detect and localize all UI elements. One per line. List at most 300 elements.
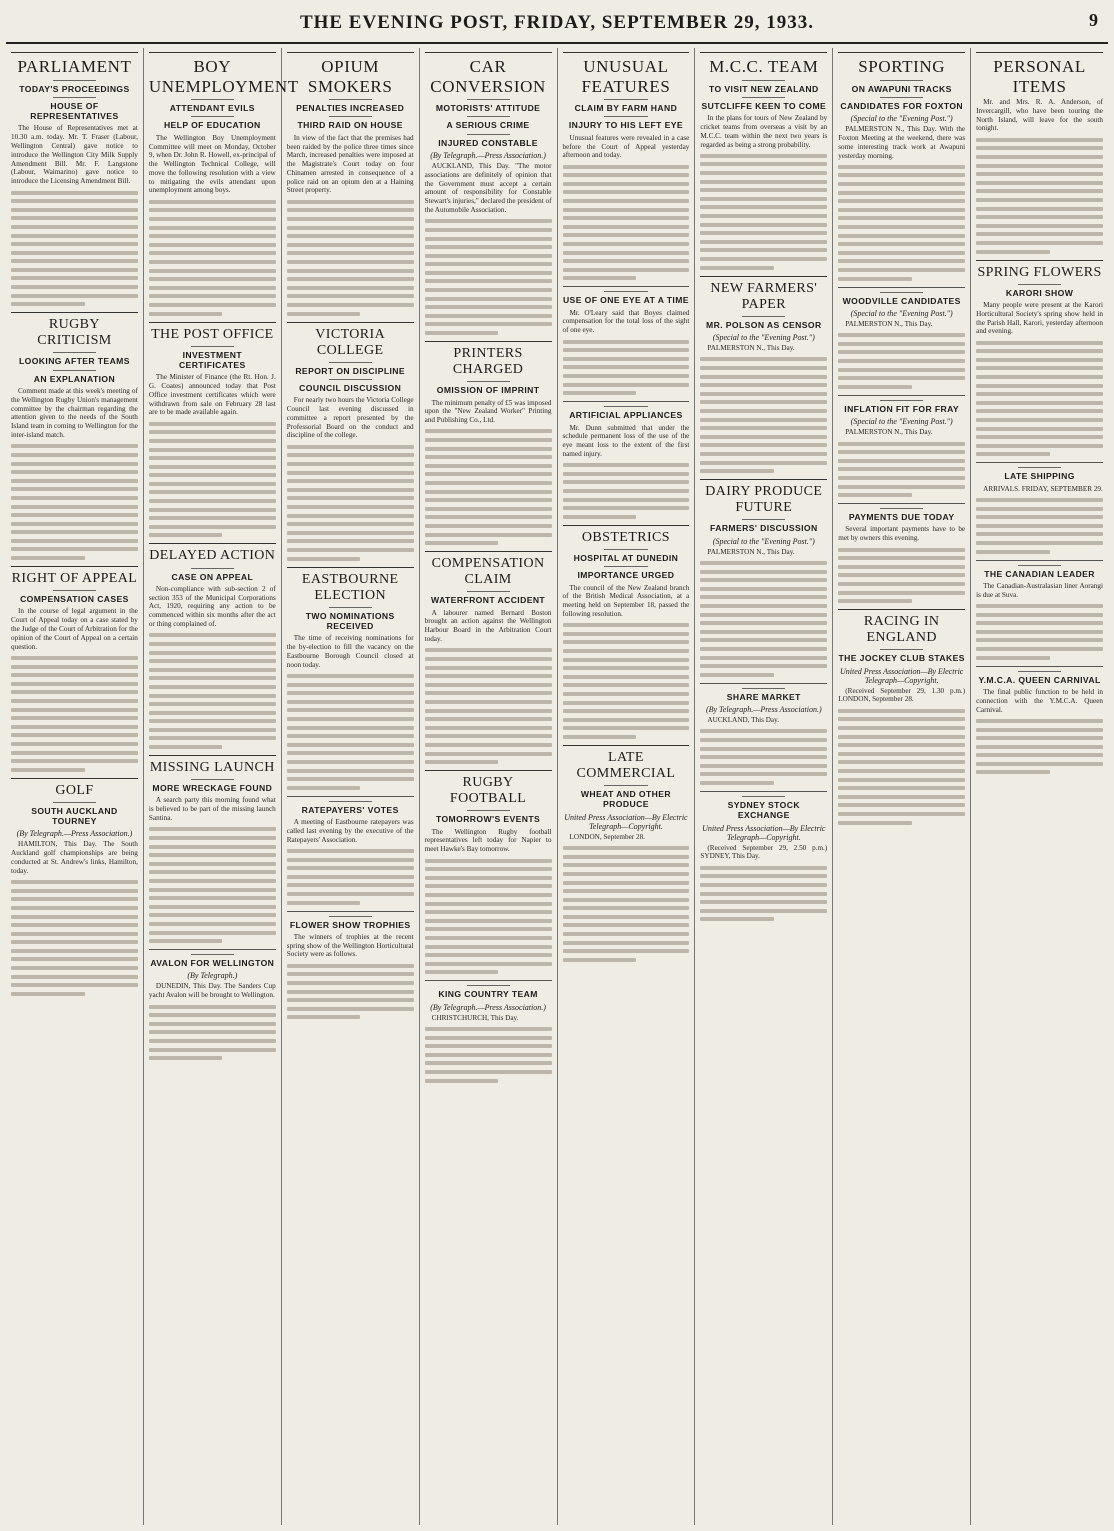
column-rule	[563, 745, 690, 746]
article-headline: COMPENSATION CLAIM	[431, 556, 545, 588]
text-line-placeholder	[287, 1007, 414, 1011]
column-rule	[287, 796, 414, 797]
text-line-placeholder	[425, 464, 552, 468]
article	[563, 401, 690, 519]
article-subheadline: ARTIFICIAL APPLIANCES	[569, 410, 683, 421]
article-body: The Canadian-Australasian liner Aorangi is due at Suva.	[976, 581, 1103, 599]
text-line-placeholder	[11, 949, 138, 953]
text-line-placeholder	[149, 243, 276, 247]
text-line-placeholder	[149, 853, 276, 857]
text-line-placeholder	[700, 162, 827, 166]
text-line-placeholder	[700, 426, 827, 430]
text-line-placeholder	[838, 234, 965, 238]
text-line-placeholder	[425, 262, 552, 266]
article-body: LONDON, September 28.	[569, 832, 645, 841]
text-line-placeholder	[563, 675, 690, 679]
text-line-placeholder	[838, 242, 965, 246]
text-line-placeholder	[976, 207, 1103, 211]
article-body: PALMERSTON N., This Day.	[707, 547, 795, 556]
text-line-placeholder	[149, 879, 276, 883]
text-line-placeholder	[287, 251, 414, 255]
article-headline: PARLIAMENT	[17, 57, 132, 76]
text-line-placeholder	[149, 659, 276, 663]
text-line-placeholder	[838, 442, 965, 446]
article-subheadline: USE OF ONE EYE AT A TIME	[562, 295, 689, 306]
text-line-placeholder	[976, 155, 1103, 159]
article-body: The House of Representatives met at 10.30 a.m. today. Mr. T. Fraser (Labour, Wellington Central) gave notice to introduce the Wellington City Milk Supply Amendment Bill. Mr. F. Langstone (Labour, Waimarino) gave notice to introduce the Licensing Amendment Bill.	[11, 124, 138, 186]
text-line-placeholder	[700, 188, 827, 192]
text-line-placeholder	[425, 743, 552, 747]
column-rule	[976, 52, 1103, 53]
text-line-placeholder	[838, 333, 965, 337]
text-line-placeholder	[11, 880, 138, 884]
text-line-placeholder	[287, 708, 414, 712]
text-line-placeholder	[976, 189, 1103, 193]
article	[976, 52, 1103, 254]
article	[11, 778, 138, 996]
text-line-placeholder	[838, 599, 912, 603]
text-line-placeholder	[425, 927, 552, 931]
text-line-placeholder	[287, 462, 414, 466]
text-line-placeholder	[11, 665, 138, 669]
text-line-placeholder	[700, 747, 827, 751]
text-line-placeholder	[425, 876, 552, 880]
text-line-placeholder	[287, 743, 414, 747]
text-line-placeholder	[287, 277, 414, 281]
text-line-placeholder	[287, 217, 414, 221]
article-body: HAMILTON, This Day. The South Auckland golf championships are being conducted at St. Andrew's links, Hamilton, today.	[11, 840, 138, 875]
text-line-placeholder	[838, 342, 965, 346]
text-line-placeholder	[11, 513, 138, 517]
text-line-placeholder	[149, 482, 276, 486]
text-line-placeholder	[287, 303, 414, 307]
text-line-placeholder	[149, 465, 276, 469]
text-line-placeholder	[149, 888, 276, 892]
text-line-placeholder	[149, 516, 276, 520]
text-line-placeholder	[563, 242, 690, 246]
text-line-placeholder	[11, 699, 138, 703]
article-headline: RUGBY CRITICISM	[37, 317, 112, 349]
headline-divider	[742, 688, 785, 689]
text-line-placeholder	[838, 173, 965, 177]
text-line-placeholder	[838, 268, 965, 272]
text-line-placeholder	[149, 294, 276, 298]
article	[976, 560, 1103, 660]
text-line-placeholder	[976, 770, 1050, 774]
article	[11, 52, 138, 306]
text-line-placeholder	[287, 479, 414, 483]
text-line-placeholder	[838, 565, 965, 569]
article	[976, 462, 1103, 553]
text-line-placeholder	[563, 958, 637, 962]
article	[838, 503, 965, 603]
text-line-placeholder	[287, 990, 414, 994]
text-line-placeholder	[976, 647, 1103, 651]
text-line-placeholder	[425, 472, 552, 476]
article-subheadline: CLAIM BY FARM HAND	[574, 103, 678, 114]
text-line-placeholder	[11, 259, 138, 263]
column-2	[144, 48, 299, 1525]
article-subheadline: Y.M.C.A. QUEEN CARNIVAL	[978, 674, 1101, 685]
text-line-placeholder	[287, 496, 414, 500]
headline-divider	[191, 568, 234, 569]
article-subheadline: KING COUNTRY TEAM	[438, 989, 538, 1000]
text-line-placeholder	[563, 357, 690, 361]
text-line-placeholder	[287, 505, 414, 509]
text-line-placeholder	[149, 1030, 276, 1034]
text-line-placeholder	[700, 366, 827, 370]
article-credit: United Press Association—By Electric Telegraph—Copyright.	[840, 666, 964, 685]
text-line-placeholder	[838, 259, 965, 263]
column-rule	[838, 609, 965, 610]
article-body: (Received September 29, 1.30 p.m.) LONDON, September 28.	[838, 686, 966, 704]
text-line-placeholder	[149, 499, 276, 503]
headline-divider	[467, 810, 510, 811]
column-rule	[700, 52, 827, 53]
article-subheadline: SHARE MARKET	[726, 691, 801, 702]
article	[700, 791, 827, 921]
headline-divider	[329, 801, 372, 802]
text-line-placeholder	[976, 224, 1103, 228]
text-line-placeholder	[700, 892, 827, 896]
text-line-placeholder	[976, 524, 1103, 528]
article-subheadline: TOMORROW'S EVENTS	[435, 814, 541, 825]
text-line-placeholder	[563, 640, 690, 644]
article-subheadline: THE CANADIAN LEADER	[984, 568, 1095, 579]
article-subheadline: TODAY'S PROCEEDINGS	[19, 83, 130, 94]
text-line-placeholder	[976, 613, 1103, 617]
article-body: PALMERSTON N., This Day.	[845, 428, 933, 437]
article	[11, 566, 138, 772]
article-body: The Minister of Finance (the Rt. Hon. J. G. Coates) announced today that Post Office investment certificates which were withdrawn from sale on February 28 last are to be made available again.	[148, 373, 276, 417]
text-line-placeholder	[976, 541, 1103, 545]
article-body: The minimum penalty of £5 was imposed upon the "New Zealand Worker" Printing and Publishing Co., Ltd.	[424, 398, 552, 425]
text-line-placeholder	[287, 522, 414, 526]
text-line-placeholder	[149, 836, 276, 840]
article-body: For nearly two hours the Victoria College Council last evening discussed in committee a report presented by the Professorial Board on the conduct and discipline of the college.	[286, 396, 414, 440]
column-rule	[976, 560, 1103, 561]
text-line-placeholder	[11, 932, 138, 936]
text-line-placeholder	[425, 884, 552, 888]
text-line-placeholder	[287, 786, 361, 790]
article	[425, 341, 552, 545]
text-line-placeholder	[563, 855, 690, 859]
text-line-placeholder	[700, 570, 827, 574]
article	[563, 286, 690, 395]
text-line-placeholder	[976, 515, 1103, 519]
headline-divider	[1018, 565, 1061, 566]
text-line-placeholder	[976, 736, 1103, 740]
text-line-placeholder	[838, 803, 965, 807]
article-subheadline: CANDIDATES FOR FOXTON	[840, 100, 964, 111]
text-line-placeholder	[838, 778, 965, 782]
text-line-placeholder	[149, 1005, 276, 1009]
column-rule	[149, 949, 276, 950]
text-line-placeholder	[149, 439, 276, 443]
text-line-placeholder	[976, 656, 1050, 660]
text-line-placeholder	[563, 233, 690, 237]
text-line-placeholder	[425, 945, 552, 949]
text-line-placeholder	[287, 548, 414, 552]
article-credit: (Special to the "Evening Post.")	[712, 536, 815, 546]
text-line-placeholder	[838, 208, 965, 212]
text-line-placeholder	[11, 268, 138, 272]
text-line-placeholder	[700, 257, 827, 261]
text-line-placeholder	[700, 266, 774, 270]
text-line-placeholder	[287, 488, 414, 492]
text-line-placeholder	[149, 939, 223, 943]
article-subheadline: TO VISIT NEW ZEALAND	[709, 83, 819, 94]
text-line-placeholder	[11, 897, 138, 901]
headline-divider	[53, 802, 96, 803]
text-line-placeholder	[976, 532, 1103, 536]
text-line-placeholder	[700, 214, 827, 218]
headline-divider	[604, 785, 647, 786]
text-line-placeholder	[976, 198, 1103, 202]
article	[287, 796, 414, 905]
headline-divider	[329, 379, 372, 380]
column-rule	[563, 525, 690, 526]
text-line-placeholder	[149, 922, 276, 926]
text-line-placeholder	[563, 872, 690, 876]
text-line-placeholder	[425, 962, 552, 966]
column-rule	[563, 52, 690, 53]
text-line-placeholder	[976, 728, 1103, 732]
text-line-placeholder	[976, 172, 1103, 176]
text-line-placeholder	[976, 164, 1103, 168]
article-credit: (Special to the "Evening Post.")	[850, 417, 953, 427]
text-line-placeholder	[149, 448, 276, 452]
text-line-placeholder	[563, 489, 690, 493]
text-line-placeholder	[425, 859, 552, 863]
article-headline: OPIUM SMOKERS	[307, 57, 393, 96]
article-subheadline: SYDNEY STOCK EXCHANGE	[727, 800, 800, 821]
text-line-placeholder	[11, 742, 138, 746]
text-line-placeholder	[563, 348, 690, 352]
text-line-placeholder	[563, 208, 690, 212]
text-line-placeholder	[563, 463, 690, 467]
article-body: A labourer named Bernard Boston brought an action against the Wellington Harbour Board in the Arbitration Court today.	[424, 608, 552, 644]
text-line-placeholder	[425, 515, 552, 519]
article	[563, 52, 690, 280]
article-headline: SPORTING	[858, 57, 946, 76]
text-line-placeholder	[11, 242, 138, 246]
text-line-placeholder	[700, 392, 827, 396]
headline-divider	[1018, 671, 1061, 672]
text-line-placeholder	[287, 849, 414, 853]
column-rule	[425, 980, 552, 981]
text-line-placeholder	[149, 736, 276, 740]
text-line-placeholder	[838, 795, 965, 799]
headline-divider	[329, 607, 372, 608]
article	[287, 567, 414, 790]
text-line-placeholder	[563, 683, 690, 687]
text-line-placeholder	[563, 932, 690, 936]
text-line-placeholder	[149, 728, 276, 732]
text-line-placeholder	[287, 200, 414, 204]
column-rule	[425, 52, 552, 53]
article	[287, 322, 414, 561]
article-body: PALMERSTON N., This Day. With the Foxton Meeting at the weekend, there was some interesting track work at Awapuni yesterday morning.	[838, 125, 966, 160]
text-line-placeholder	[287, 998, 414, 1002]
article	[563, 525, 690, 739]
text-line-placeholder	[563, 718, 690, 722]
text-line-placeholder	[838, 760, 965, 764]
headline-divider	[467, 591, 510, 592]
text-line-placeholder	[700, 383, 827, 387]
article-headline: LATE COMMERCIAL	[576, 749, 676, 782]
text-line-placeholder	[11, 496, 138, 500]
text-line-placeholder	[563, 649, 690, 653]
article	[976, 260, 1103, 457]
text-line-placeholder	[287, 243, 414, 247]
headline-divider	[329, 362, 372, 363]
article-body: PALMERSTON N., This Day.	[707, 344, 795, 353]
text-line-placeholder	[700, 180, 827, 184]
text-line-placeholder	[838, 277, 912, 281]
column-rule	[11, 312, 138, 313]
headline-divider	[604, 116, 647, 117]
article	[700, 52, 827, 270]
text-line-placeholder	[11, 768, 85, 772]
article-subheadline: AVALON FOR WELLINGTON	[150, 958, 275, 969]
article-subheadline: ON AWAPUNI TRACKS	[851, 83, 952, 94]
text-line-placeholder	[563, 881, 690, 885]
text-line-placeholder	[700, 874, 827, 878]
text-line-placeholder	[425, 498, 552, 502]
article-credit: (Special to the "Evening Post.")	[850, 114, 953, 124]
text-line-placeholder	[700, 866, 827, 870]
text-line-placeholder	[563, 216, 690, 220]
article-subheadline: INJURY TO HIS LEFT EYE	[568, 120, 684, 131]
text-line-placeholder	[149, 490, 276, 494]
text-line-placeholder	[11, 522, 138, 526]
text-line-placeholder	[425, 447, 552, 451]
text-line-placeholder	[11, 708, 138, 712]
text-line-placeholder	[838, 467, 965, 471]
text-line-placeholder	[563, 182, 690, 186]
text-line-placeholder	[11, 673, 138, 677]
article-credit: (Special to the "Evening Post.")	[712, 333, 815, 343]
article-subheadline: A SERIOUS CRIME	[446, 120, 530, 131]
article-body: A meeting of Eastbourne ratepayers was called last evening by the executive of the Ratepayers' Association.	[286, 818, 414, 844]
article-subheadline: INVESTMENT CERTIFICATES	[178, 349, 246, 370]
text-line-placeholder	[425, 1053, 552, 1057]
article-body: A search party this morning found what is believed to be part of the missing launch Santina.	[148, 796, 276, 823]
text-line-placeholder	[425, 288, 552, 292]
headline-divider	[1018, 284, 1061, 285]
column-rule	[838, 287, 965, 288]
article-subheadline: IMPORTANCE URGED	[577, 570, 675, 581]
column-8	[971, 48, 1108, 1525]
text-line-placeholder	[976, 250, 1050, 254]
text-line-placeholder	[287, 514, 414, 518]
headline-divider	[604, 99, 647, 100]
article-body: Non-compliance with sub-section 2 of section 353 of the Municipal Corporations Act, 1920, requiring any action to be commenced within six months after the act or thing complained of.	[148, 584, 276, 628]
text-line-placeholder	[287, 674, 414, 678]
text-line-placeholder	[976, 349, 1103, 353]
text-line-placeholder	[838, 385, 912, 389]
text-line-placeholder	[976, 418, 1103, 422]
article-subheadline: TWO NOMINATIONS RECEIVED	[305, 610, 395, 632]
text-line-placeholder	[976, 507, 1103, 511]
text-line-placeholder	[287, 964, 414, 968]
article	[149, 322, 276, 538]
text-line-placeholder	[563, 889, 690, 893]
text-line-placeholder	[700, 357, 827, 361]
text-line-placeholder	[11, 453, 138, 457]
column-rule	[287, 322, 414, 323]
text-line-placeholder	[425, 1036, 552, 1040]
headline-divider	[880, 80, 923, 81]
text-line-placeholder	[11, 234, 138, 238]
text-line-placeholder	[425, 490, 552, 494]
text-line-placeholder	[149, 251, 276, 255]
text-line-placeholder	[700, 729, 827, 733]
text-line-placeholder	[11, 199, 138, 203]
text-line-placeholder	[700, 231, 827, 235]
text-line-placeholder	[700, 738, 827, 742]
text-line-placeholder	[700, 197, 827, 201]
text-line-placeholder	[11, 957, 138, 961]
text-line-placeholder	[425, 322, 552, 326]
text-line-placeholder	[700, 452, 827, 456]
text-line-placeholder	[700, 461, 827, 465]
article-headline: DELAYED ACTION	[149, 548, 276, 564]
text-line-placeholder	[149, 651, 276, 655]
text-line-placeholder	[287, 294, 414, 298]
text-line-placeholder	[976, 638, 1103, 642]
article	[838, 287, 965, 389]
text-line-placeholder	[976, 358, 1103, 362]
text-line-placeholder	[700, 171, 827, 175]
column-rule	[838, 395, 965, 396]
article	[425, 551, 552, 764]
article-body: (Received September 29, 2.50 p.m.) SYDNEY, This Day.	[700, 843, 828, 861]
text-line-placeholder	[287, 892, 414, 896]
text-line-placeholder	[838, 582, 965, 586]
headline-divider	[191, 346, 234, 347]
headline-divider	[880, 649, 923, 650]
text-line-placeholder	[838, 717, 965, 721]
text-line-placeholder	[11, 487, 138, 491]
text-line-placeholder	[149, 913, 276, 917]
column-rule	[976, 666, 1103, 667]
text-line-placeholder	[425, 683, 552, 687]
text-line-placeholder	[838, 182, 965, 186]
text-line-placeholder	[11, 889, 138, 893]
text-line-placeholder	[287, 875, 414, 879]
article-subheadline: SOUTH AUCKLAND TOURNEY	[31, 805, 118, 827]
text-line-placeholder	[563, 941, 690, 945]
text-line-placeholder	[149, 642, 276, 646]
text-line-placeholder	[563, 666, 690, 670]
column-rule	[700, 791, 827, 792]
article-body: Mr. Dunn submitted that under the schedule permanent loss of the use of the eye meant loss to the extent of the first named injury.	[562, 423, 690, 458]
article	[838, 609, 965, 824]
article-headline: UNUSUAL FEATURES	[581, 57, 671, 96]
column-rule	[700, 479, 827, 480]
text-line-placeholder	[287, 312, 361, 316]
headline-divider	[191, 779, 234, 780]
text-line-placeholder	[563, 923, 690, 927]
text-line-placeholder	[149, 533, 223, 537]
text-line-placeholder	[976, 452, 1050, 456]
text-line-placeholder	[838, 485, 965, 489]
text-line-placeholder	[149, 1056, 223, 1060]
article-body: AUCKLAND, This Day. "The motor associations are definitely of opinion that the Government must accept a certain amount of responsibility for Constable Stewart's injuries," declared the president of the Automobile Association.	[424, 162, 552, 214]
text-line-placeholder	[11, 505, 138, 509]
